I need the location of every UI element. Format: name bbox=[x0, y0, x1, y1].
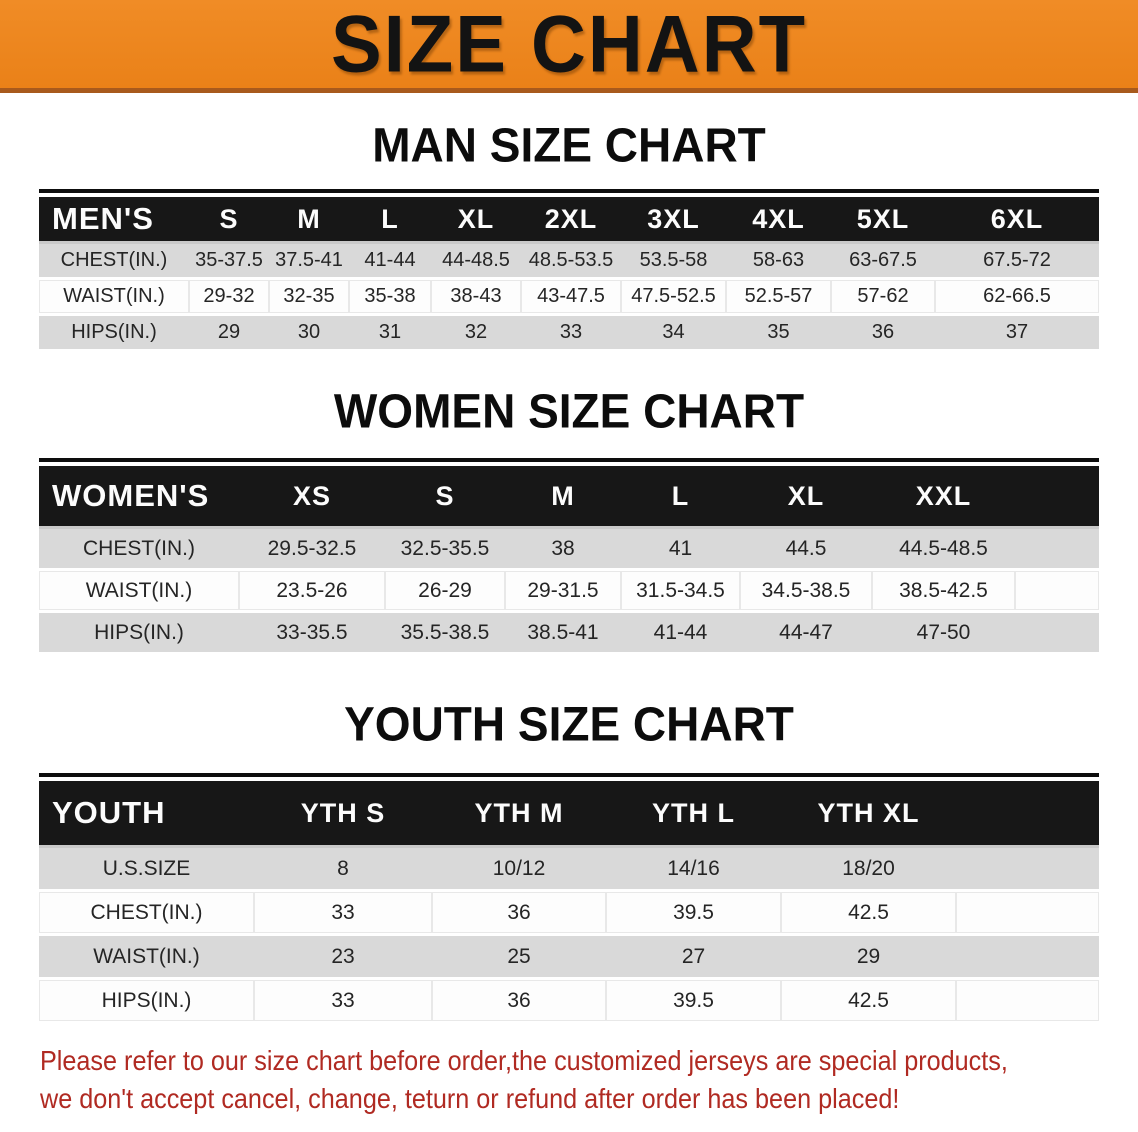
size-value-cell: 34 bbox=[621, 316, 726, 349]
size-value-cell: 34.5-38.5 bbox=[740, 571, 872, 610]
row-label-cell: CHEST(IN.) bbox=[39, 892, 254, 933]
size-value-cell: 67.5-72 bbox=[935, 244, 1099, 277]
spacer-cell bbox=[1015, 529, 1099, 568]
size-value-cell: 63-67.5 bbox=[831, 244, 935, 277]
size-value-cell: 25 bbox=[432, 936, 606, 977]
size-value-cell: 31.5-34.5 bbox=[621, 571, 740, 610]
spacer-cell bbox=[956, 892, 1099, 933]
col-header-l: L bbox=[349, 197, 431, 241]
men-waist-row bbox=[39, 280, 1099, 313]
row-label-cell: CHEST(IN.) bbox=[39, 529, 239, 568]
size-value-cell: 62-66.5 bbox=[935, 280, 1099, 313]
men-chest-row bbox=[39, 244, 1099, 277]
man-size-chart-heading: MAN SIZE CHART bbox=[372, 117, 766, 173]
women-section bbox=[0, 384, 1138, 655]
youth-size-chart-heading: YOUTH SIZE CHART bbox=[344, 696, 794, 752]
size-value-cell: 36 bbox=[432, 892, 606, 933]
size-value-cell: 29 bbox=[781, 936, 956, 977]
size-value-cell: 33 bbox=[521, 316, 621, 349]
size-value-cell: 41 bbox=[621, 529, 740, 568]
size-value-cell: 29.5-32.5 bbox=[239, 529, 385, 568]
size-value-cell: 36 bbox=[432, 980, 606, 1021]
size-chart-banner bbox=[0, 0, 1138, 93]
banner-title: SIZE CHART bbox=[331, 0, 807, 90]
men-table-wrap bbox=[39, 189, 1099, 352]
size-value-cell: 39.5 bbox=[606, 892, 781, 933]
size-value-cell: 30 bbox=[269, 316, 349, 349]
size-value-cell: 29-32 bbox=[189, 280, 269, 313]
men-table-top-rule bbox=[39, 189, 1099, 193]
spacer-cell bbox=[956, 848, 1099, 889]
order-disclaimer bbox=[40, 1042, 1138, 1118]
size-value-cell: 32-35 bbox=[269, 280, 349, 313]
col-header-5xl: 5XL bbox=[831, 197, 935, 241]
spacer-header-cell bbox=[1015, 466, 1099, 526]
row-label-cell: WAIST(IN.) bbox=[39, 571, 239, 610]
size-value-cell: 47-50 bbox=[872, 613, 1015, 652]
col-header-6xl: 6XL bbox=[935, 197, 1099, 241]
size-value-cell: 53.5-58 bbox=[621, 244, 726, 277]
size-value-cell: 8 bbox=[254, 848, 432, 889]
row-label-cell: WAIST(IN.) bbox=[39, 936, 254, 977]
col-header-2xl: 2XL bbox=[521, 197, 621, 241]
men-table-title-cell: MEN'S bbox=[39, 197, 189, 241]
col-header-xs: XS bbox=[239, 466, 385, 526]
size-value-cell: 23.5-26 bbox=[239, 571, 385, 610]
row-label-cell: U.S.SIZE bbox=[39, 848, 254, 889]
size-value-cell: 44-47 bbox=[740, 613, 872, 652]
spacer-cell bbox=[1015, 613, 1099, 652]
size-value-cell: 43-47.5 bbox=[521, 280, 621, 313]
youth-chest-row bbox=[39, 892, 1099, 933]
col-header-4xl: 4XL bbox=[726, 197, 831, 241]
size-value-cell: 37 bbox=[935, 316, 1099, 349]
size-value-cell: 33-35.5 bbox=[239, 613, 385, 652]
youth-waist-row bbox=[39, 936, 1099, 977]
size-value-cell: 23 bbox=[254, 936, 432, 977]
size-value-cell: 10/12 bbox=[432, 848, 606, 889]
size-value-cell: 44.5-48.5 bbox=[872, 529, 1015, 568]
size-value-cell: 32.5-35.5 bbox=[385, 529, 505, 568]
women-waist-row bbox=[39, 571, 1099, 610]
women-chest-row bbox=[39, 529, 1099, 568]
youth-section bbox=[0, 697, 1138, 1024]
youth-table-title-cell: YOUTH bbox=[39, 781, 254, 845]
size-value-cell: 52.5-57 bbox=[726, 280, 831, 313]
size-value-cell: 36 bbox=[831, 316, 935, 349]
size-value-cell: 47.5-52.5 bbox=[621, 280, 726, 313]
youth-size-table bbox=[39, 778, 1099, 1024]
col-header-m: M bbox=[505, 466, 621, 526]
row-label-cell: CHEST(IN.) bbox=[39, 244, 189, 277]
spacer-cell bbox=[956, 936, 1099, 977]
disclaimer-line-2: we don't accept cancel, change, teturn or refund after order has been placed! bbox=[40, 1083, 900, 1114]
men-size-table bbox=[39, 194, 1099, 352]
size-value-cell: 26-29 bbox=[385, 571, 505, 610]
youth-header-row bbox=[39, 781, 1099, 845]
size-value-cell: 35-38 bbox=[349, 280, 431, 313]
size-value-cell: 33 bbox=[254, 892, 432, 933]
size-value-cell: 41-44 bbox=[349, 244, 431, 277]
col-header-xl: XL bbox=[431, 197, 521, 241]
women-table-top-rule bbox=[39, 458, 1099, 462]
size-value-cell: 44.5 bbox=[740, 529, 872, 568]
size-value-cell: 27 bbox=[606, 936, 781, 977]
spacer-cell bbox=[1015, 571, 1099, 610]
women-header-row bbox=[39, 466, 1099, 526]
size-value-cell: 35-37.5 bbox=[189, 244, 269, 277]
size-value-cell: 38.5-41 bbox=[505, 613, 621, 652]
youth-hips-row bbox=[39, 980, 1099, 1021]
size-value-cell: 37.5-41 bbox=[269, 244, 349, 277]
size-value-cell: 44-48.5 bbox=[431, 244, 521, 277]
women-table-wrap bbox=[39, 458, 1099, 655]
size-value-cell: 35.5-38.5 bbox=[385, 613, 505, 652]
col-header-3xl: 3XL bbox=[621, 197, 726, 241]
row-label-cell: WAIST(IN.) bbox=[39, 280, 189, 313]
size-value-cell: 38-43 bbox=[431, 280, 521, 313]
size-value-cell: 18/20 bbox=[781, 848, 956, 889]
size-value-cell: 14/16 bbox=[606, 848, 781, 889]
disclaimer-line-1: Please refer to our size chart before order,the customized jerseys are special products, bbox=[40, 1045, 1008, 1076]
size-value-cell: 42.5 bbox=[781, 980, 956, 1021]
women-table-title-cell: WOMEN'S bbox=[39, 466, 239, 526]
col-header-l: L bbox=[621, 466, 740, 526]
size-value-cell: 42.5 bbox=[781, 892, 956, 933]
youth-table-top-rule bbox=[39, 773, 1099, 777]
row-label-cell: HIPS(IN.) bbox=[39, 980, 254, 1021]
youth-table-wrap bbox=[39, 773, 1099, 1024]
size-value-cell: 39.5 bbox=[606, 980, 781, 1021]
size-value-cell: 35 bbox=[726, 316, 831, 349]
col-header-yth-m: YTH M bbox=[432, 781, 606, 845]
size-value-cell: 58-63 bbox=[726, 244, 831, 277]
col-header-s: S bbox=[385, 466, 505, 526]
size-value-cell: 57-62 bbox=[831, 280, 935, 313]
col-header-yth-l: YTH L bbox=[606, 781, 781, 845]
size-value-cell: 29-31.5 bbox=[505, 571, 621, 610]
size-value-cell: 41-44 bbox=[621, 613, 740, 652]
women-size-chart-heading: WOMEN SIZE CHART bbox=[333, 383, 805, 439]
col-header-m: M bbox=[269, 197, 349, 241]
size-value-cell: 29 bbox=[189, 316, 269, 349]
size-value-cell: 38.5-42.5 bbox=[872, 571, 1015, 610]
col-header-yth-s: YTH S bbox=[254, 781, 432, 845]
size-value-cell: 31 bbox=[349, 316, 431, 349]
col-header-xl: XL bbox=[740, 466, 872, 526]
col-header-xxl: XXL bbox=[872, 466, 1015, 526]
size-value-cell: 38 bbox=[505, 529, 621, 568]
size-value-cell: 32 bbox=[431, 316, 521, 349]
col-header-yth-xl: YTH XL bbox=[781, 781, 956, 845]
row-label-cell: HIPS(IN.) bbox=[39, 613, 239, 652]
spacer-header-cell bbox=[956, 781, 1099, 845]
size-value-cell: 33 bbox=[254, 980, 432, 1021]
men-header-row bbox=[39, 197, 1099, 241]
women-hips-row bbox=[39, 613, 1099, 652]
row-label-cell: HIPS(IN.) bbox=[39, 316, 189, 349]
col-header-s: S bbox=[189, 197, 269, 241]
men-hips-row bbox=[39, 316, 1099, 349]
spacer-cell bbox=[956, 980, 1099, 1021]
women-size-table bbox=[39, 463, 1099, 655]
youth-ussize-row bbox=[39, 848, 1099, 889]
men-section bbox=[0, 118, 1138, 352]
size-value-cell: 48.5-53.5 bbox=[521, 244, 621, 277]
